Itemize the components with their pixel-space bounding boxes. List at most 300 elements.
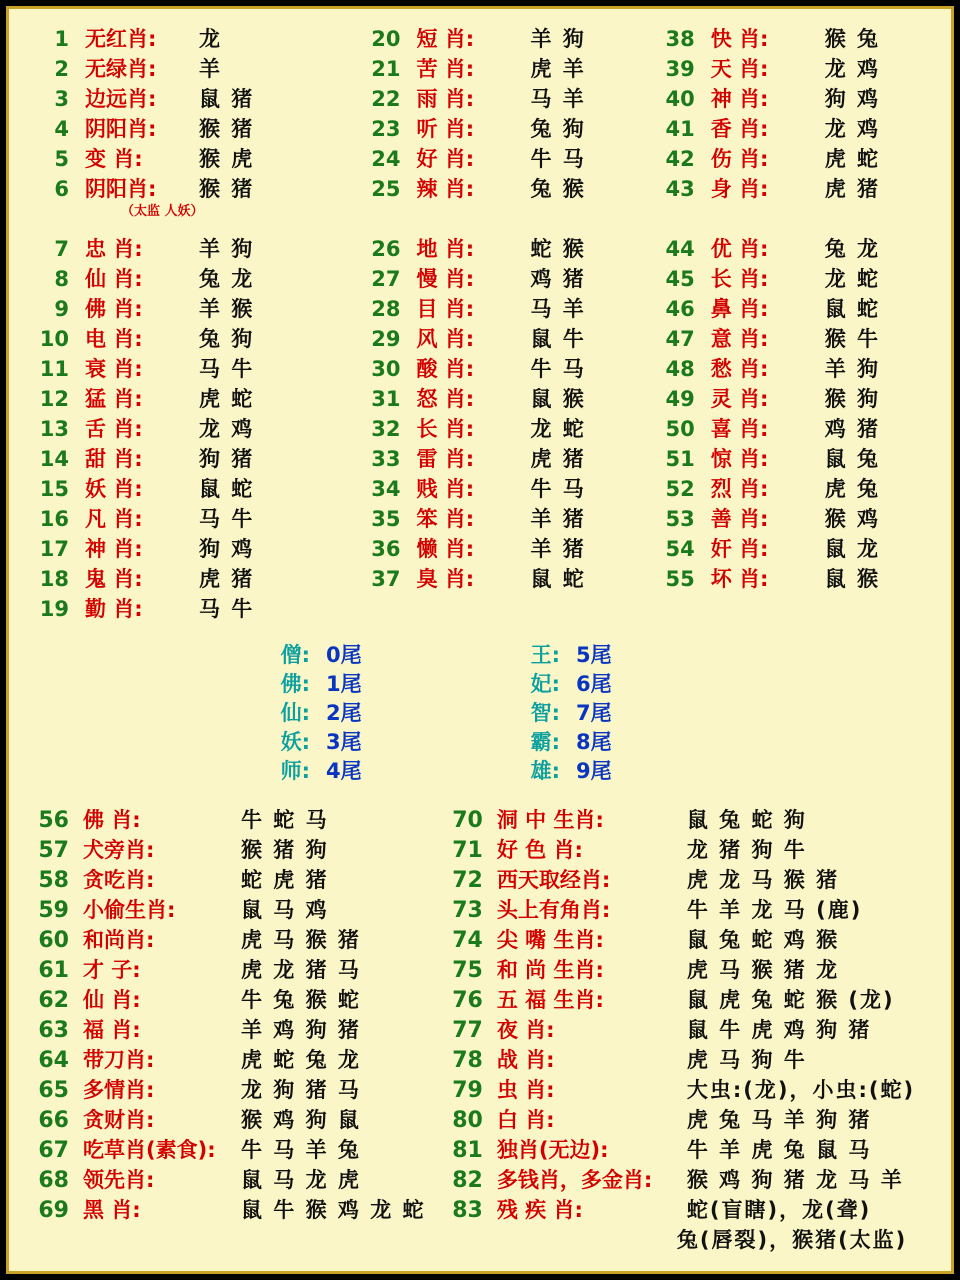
row-label: 喜 肖:: [710, 417, 769, 441]
row-number: 3: [54, 87, 69, 111]
row-label: 雷 肖:: [416, 447, 475, 471]
row-number: 27: [371, 267, 401, 291]
row-value: 羊 鸡 狗 猪: [241, 1018, 361, 1042]
row-number: 47: [665, 327, 695, 351]
row-value: 虎 猪: [824, 177, 881, 201]
row-label: 烈 肖:: [710, 477, 769, 501]
row-number: 82: [452, 1168, 483, 1193]
row-value: 牛 羊 虎 兔 鼠 马: [686, 1138, 872, 1162]
row-value: 鼠 马 龙 虎: [241, 1168, 361, 1192]
tails-column-right: [480, 639, 730, 784]
list-item: [449, 1134, 951, 1164]
list-item: [35, 593, 363, 623]
row-number: 2: [54, 57, 69, 81]
list-item-continuation: [449, 1224, 951, 1254]
list-item: [449, 1014, 951, 1044]
row-number: 30: [371, 357, 401, 381]
row-label: 舌 肖:: [85, 417, 143, 441]
row-number: 29: [371, 327, 401, 351]
row-number: 38: [665, 27, 695, 51]
tail-key: 智:: [530, 701, 560, 725]
row-number: 59: [38, 898, 69, 923]
row-number: 72: [452, 868, 483, 893]
row-number: 49: [665, 387, 695, 411]
row-number: 46: [665, 297, 695, 321]
row-label: 犬旁肖:: [83, 838, 155, 862]
list-item: [35, 143, 363, 173]
list-item: [661, 233, 951, 263]
tail-value: 4尾: [326, 759, 362, 783]
row-label: 风 肖:: [416, 327, 475, 351]
row-value: 虎 马 猴 猪: [241, 928, 361, 952]
list-item: [661, 23, 951, 53]
row-number: 35: [371, 507, 401, 531]
list-item: [661, 443, 951, 473]
row-number: 8: [54, 267, 69, 291]
list-item: [35, 233, 363, 263]
tail-value: 6尾: [576, 672, 612, 696]
row-label: 听 肖:: [416, 117, 475, 141]
row-value: 虎 兔: [824, 477, 881, 501]
row-value: 牛 兔 猴 蛇: [241, 988, 361, 1012]
spacer-note: [453, 203, 657, 223]
row-number: 31: [371, 387, 401, 411]
row-value: 猴 狗: [824, 387, 881, 411]
tails-column-left: [230, 639, 480, 784]
row-number: 42: [665, 147, 695, 171]
list-item: [35, 1104, 449, 1134]
list-item: [449, 1164, 951, 1194]
tail-value: 0尾: [326, 643, 362, 667]
list-item: [449, 984, 951, 1014]
row-number: 74: [452, 928, 483, 953]
list-item: [367, 383, 657, 413]
row-number: 37: [371, 567, 401, 591]
row-label: 衰 肖:: [85, 357, 143, 381]
row-value: 鼠 龙: [824, 537, 881, 561]
row-value: 羊 狗: [824, 357, 881, 381]
row-value: 羊 猪: [530, 537, 586, 561]
row-value: 虎 龙 马 猴 猪: [686, 868, 840, 892]
row-value: 兔 龙: [824, 237, 881, 261]
row-label: 才 子:: [83, 958, 141, 982]
row-value: 龙 鸡: [824, 117, 881, 141]
row-value: 马 牛: [199, 357, 255, 381]
list-item: [35, 864, 449, 894]
list-item: [35, 113, 363, 143]
list-item: [35, 1014, 449, 1044]
row-number: 5: [54, 147, 69, 171]
row-number: 26: [371, 237, 401, 261]
spacer: [661, 223, 951, 233]
list-item: [661, 143, 951, 173]
list-item: [35, 834, 449, 864]
row-label: 笨 肖:: [416, 507, 475, 531]
tail-value: 7尾: [576, 701, 612, 725]
row-label: 贪财肖:: [83, 1108, 155, 1132]
list-item: [35, 173, 363, 203]
row-number: 53: [665, 507, 695, 531]
row-value: 猴 鸡 狗 猪 龙 马 羊: [686, 1168, 904, 1192]
row-value: 虎 蛇: [199, 387, 255, 411]
row-label: 辣 肖:: [416, 177, 475, 201]
row-value: 牛 蛇 马: [241, 808, 329, 832]
row-value: 牛 马: [530, 147, 586, 171]
list-item: [35, 443, 363, 473]
row-value: 马 牛: [199, 597, 255, 621]
tail-key: 霸:: [530, 730, 560, 754]
row-number: 18: [39, 567, 69, 591]
list-item: [661, 113, 951, 143]
row-number: 14: [39, 447, 69, 471]
list-item: [367, 293, 657, 323]
top-column-b: [363, 23, 657, 623]
bottom-column-b: [449, 804, 951, 1254]
row-label: 仙 肖:: [83, 988, 141, 1012]
row-value: 蛇 猴: [530, 237, 586, 261]
row-label: 佛 肖:: [85, 297, 143, 321]
spacer: [35, 223, 363, 233]
row-number: 20: [371, 27, 401, 51]
row-label: 凡 肖:: [85, 507, 143, 531]
row-value: 鼠 虎 兔 蛇 猴 (龙): [686, 988, 895, 1012]
row-number: 33: [371, 447, 401, 471]
row-label: 和 尚 生肖:: [496, 958, 604, 982]
row-number: 50: [665, 417, 695, 441]
row-number: 25: [371, 177, 401, 201]
row-label: 地 肖:: [416, 237, 475, 261]
row-number: 32: [371, 417, 401, 441]
list-item: [35, 383, 363, 413]
tail-item: [230, 726, 480, 755]
row-label: 独肖(无边):: [496, 1138, 609, 1162]
list-item: [367, 563, 657, 593]
row-number: 28: [371, 297, 401, 321]
row-label: 边远肖:: [85, 87, 157, 111]
row-label: 长 肖:: [416, 417, 475, 441]
row-number: 52: [665, 477, 695, 501]
row-value: 鼠 兔 蛇 狗: [686, 808, 807, 832]
row-label: 电 肖:: [85, 327, 143, 351]
row-number: 24: [371, 147, 401, 171]
list-item: [35, 263, 363, 293]
tail-item: [230, 755, 480, 784]
list-item: [449, 1074, 951, 1104]
list-item: [35, 804, 449, 834]
row-label: 阴阳肖:: [85, 177, 157, 201]
row-value: 兔 龙: [199, 267, 255, 291]
row-value: 虎 兔 马 羊 狗 猪: [686, 1108, 872, 1132]
row-value: 龙 猪 狗 牛: [686, 838, 807, 862]
row-label: 贪吃肖:: [83, 868, 155, 892]
tail-item: [230, 697, 480, 726]
row-number: 15: [39, 477, 69, 501]
list-item: [661, 323, 951, 353]
row-label: 长 肖:: [710, 267, 769, 291]
list-item: [35, 954, 449, 984]
row-value: 猴 牛: [824, 327, 881, 351]
row-number: 80: [452, 1108, 483, 1133]
list-item: [367, 413, 657, 443]
row-label: 目 肖:: [416, 297, 475, 321]
row-label: 惊 肖:: [710, 447, 769, 471]
list-item: [449, 834, 951, 864]
row-value: 龙: [199, 27, 222, 51]
list-item: [35, 1164, 449, 1194]
row-number: 61: [38, 958, 69, 983]
row-label: 多钱肖，多金肖:: [496, 1168, 653, 1192]
row-number: 22: [371, 87, 401, 111]
row-value: 兔 狗: [530, 117, 586, 141]
row-label: 臭 肖:: [416, 567, 475, 591]
tails-section: [9, 639, 951, 784]
row-value: 鼠 兔 蛇 鸡 猴: [686, 928, 840, 952]
row-value: 龙 蛇: [530, 417, 586, 441]
row-label: 伤 肖:: [710, 147, 769, 171]
tail-key: 师:: [280, 759, 310, 783]
row-value: 狗 鸡: [824, 87, 881, 111]
row-label: 身 肖:: [710, 177, 769, 201]
list-item: [35, 473, 363, 503]
row-label: 妖 肖:: [85, 477, 143, 501]
row-value: 龙 鸡: [824, 57, 881, 81]
list-item: [367, 143, 657, 173]
list-item: [367, 533, 657, 563]
row-label: 和尚肖:: [83, 928, 155, 952]
row-number: 11: [39, 357, 69, 381]
row-label: 夜 肖:: [496, 1018, 555, 1042]
row-label: 无绿肖:: [85, 57, 157, 81]
row-label: 神 肖:: [85, 537, 143, 561]
row-value: 牛 马: [530, 477, 586, 501]
row-value: 鼠 牛: [530, 327, 586, 351]
row-label: 贱 肖:: [416, 477, 475, 501]
list-item: [661, 473, 951, 503]
row-number: 75: [452, 958, 483, 983]
row-label: 怒 肖:: [416, 387, 475, 411]
row-number: 16: [39, 507, 69, 531]
row-value: 羊 狗: [199, 237, 255, 261]
row-number: 62: [38, 988, 69, 1013]
row-number: 51: [665, 447, 695, 471]
list-item: [35, 533, 363, 563]
list-item: [35, 1074, 449, 1104]
list-item: [367, 23, 657, 53]
row-label: 慢 肖:: [416, 267, 475, 291]
row-label: 小偷生肖:: [83, 898, 176, 922]
row-number: 1: [54, 27, 69, 51]
row-value: 龙 鸡: [199, 417, 255, 441]
row-value: 鼠 牛 猴 鸡 龙 蛇: [241, 1198, 426, 1222]
row-label: 善 肖:: [710, 507, 769, 531]
row-label: 甜 肖:: [85, 447, 143, 471]
row-label: 洞 中 生肖:: [496, 808, 604, 832]
tail-item: [480, 755, 730, 784]
row-number: 78: [452, 1048, 483, 1073]
list-item: [35, 413, 363, 443]
list-item: [35, 563, 363, 593]
row-label: 忠 肖:: [85, 237, 143, 261]
tail-value: 2尾: [326, 701, 362, 725]
tail-value: 3尾: [326, 730, 362, 754]
row-number: 67: [38, 1138, 69, 1163]
row-value: 兔 猴: [530, 177, 586, 201]
row-number: 81: [452, 1138, 483, 1163]
row-number: 45: [665, 267, 695, 291]
row-label: 奸 肖:: [710, 537, 769, 561]
list-item: [367, 173, 657, 203]
tail-item: [480, 639, 730, 668]
row-label: 西天取经肖:: [496, 868, 611, 892]
row-note: （太监 人妖）: [121, 204, 204, 219]
tail-item: [480, 697, 730, 726]
row-number: 21: [371, 57, 401, 81]
tail-key: 雄:: [530, 759, 560, 783]
row-label: 雨 肖:: [416, 87, 475, 111]
row-number: 41: [665, 117, 695, 141]
row-number: 60: [38, 928, 69, 953]
row-label: 佛 肖:: [83, 808, 141, 832]
row-value: 虎 蛇: [824, 147, 881, 171]
list-item: [367, 113, 657, 143]
row-label: 战 肖:: [496, 1048, 555, 1072]
row-value: 猴 猪: [199, 117, 255, 141]
row-number: 69: [38, 1198, 69, 1223]
row-value: 羊 猴: [199, 297, 255, 321]
list-item: [367, 473, 657, 503]
row-number: 58: [38, 868, 69, 893]
list-item: [35, 503, 363, 533]
row-number: 63: [38, 1018, 69, 1043]
row-value: 鼠 猴: [824, 567, 881, 591]
list-item: [35, 293, 363, 323]
list-item: [661, 263, 951, 293]
row-value: 虎 龙 猪 马: [241, 958, 361, 982]
row-label: 灵 肖:: [710, 387, 769, 411]
tail-value: 5尾: [576, 643, 612, 667]
row-label: 懒 肖:: [416, 537, 475, 561]
list-item: [661, 53, 951, 83]
row-number: 64: [38, 1048, 69, 1073]
row-label: 阴阳肖:: [85, 117, 157, 141]
list-item: [661, 503, 951, 533]
row-label: 无红肖:: [85, 27, 157, 51]
row-label: 猛 肖:: [85, 387, 143, 411]
row-number: 4: [54, 117, 69, 141]
row-number: 65: [38, 1078, 69, 1103]
row-number: 23: [371, 117, 401, 141]
row-value: 鼠 蛇: [199, 477, 255, 501]
tail-item: [230, 668, 480, 697]
row-number: 17: [39, 537, 69, 561]
row-value: 猴 虎: [199, 147, 255, 171]
list-item: [35, 83, 363, 113]
row-number: 73: [452, 898, 483, 923]
row-number: 55: [665, 567, 695, 591]
row-label: 苦 肖:: [416, 57, 475, 81]
row-value: 鼠 牛 虎 鸡 狗 猪: [686, 1018, 872, 1042]
row-value: 马 羊: [530, 297, 586, 321]
row-value: 虎 猪: [199, 567, 255, 591]
row-label: 天 肖:: [710, 57, 769, 81]
list-item: [661, 563, 951, 593]
tail-key: 仙:: [280, 701, 310, 725]
row-value: 鼠 猪: [199, 87, 255, 111]
list-item: [449, 1194, 951, 1224]
row-value: 狗 猪: [199, 447, 255, 471]
bottom-section: [9, 804, 951, 1254]
row-label: 神 肖:: [710, 87, 769, 111]
row-label: 福 肖:: [83, 1018, 141, 1042]
row-number: 66: [38, 1108, 69, 1133]
row-number: 10: [39, 327, 69, 351]
list-item: [367, 233, 657, 263]
row-label: 勤 肖:: [85, 597, 143, 621]
list-item: [449, 1104, 951, 1134]
row-label: 仙 肖:: [85, 267, 143, 291]
row-label: 尖 嘴 生肖:: [496, 928, 604, 952]
row-number: 56: [38, 808, 69, 833]
row-label: 五 福 生肖:: [496, 988, 604, 1012]
row-number: 7: [54, 237, 69, 261]
spacer-note: [747, 203, 951, 223]
list-item: [35, 1044, 449, 1074]
row-label: 鼻 肖:: [710, 297, 769, 321]
list-item: [661, 353, 951, 383]
row-number: 19: [39, 597, 69, 621]
row-number: 43: [665, 177, 695, 201]
list-item: [367, 323, 657, 353]
row-value: 虎 马 猴 猪 龙: [686, 958, 840, 982]
row-value: 鸡 猪: [530, 267, 586, 291]
list-item: [449, 864, 951, 894]
row-label: 领先肖:: [83, 1168, 155, 1192]
row-number: 54: [665, 537, 695, 561]
row-value: 猴 鸡 狗 鼠: [241, 1108, 361, 1132]
list-item: [449, 894, 951, 924]
row-label: 黑 肖:: [83, 1198, 141, 1222]
tail-value: 8尾: [576, 730, 612, 754]
list-item: [367, 503, 657, 533]
top-column-c: [657, 23, 951, 623]
list-item: [661, 83, 951, 113]
poster-sheet: [6, 6, 954, 1274]
row-label: 快 肖:: [710, 27, 769, 51]
tail-value: 1尾: [326, 672, 362, 696]
row-value: 鸡 猪: [824, 417, 881, 441]
row-value: 鼠 蛇: [824, 297, 881, 321]
row-label: 香 肖:: [710, 117, 769, 141]
row-value: 蛇(盲瞎)，龙(聋): [686, 1198, 872, 1222]
row-value: 牛 羊 龙 马 (鹿): [686, 898, 863, 922]
row-number: 39: [665, 57, 695, 81]
row-value: 虎 猪: [530, 447, 586, 471]
row-value: 猴 兔: [824, 27, 881, 51]
row-number: 34: [371, 477, 401, 501]
row-value: 虎 羊: [530, 57, 586, 81]
top-section: [9, 23, 951, 623]
row-label: 虫 肖:: [496, 1078, 555, 1102]
row-label: 意 肖:: [710, 327, 769, 351]
list-item: [449, 954, 951, 984]
row-value: 鼠 马 鸡: [241, 898, 329, 922]
list-item: [35, 353, 363, 383]
row-number: 77: [452, 1018, 483, 1043]
row-number: 79: [452, 1078, 483, 1103]
row-number: 13: [39, 417, 69, 441]
list-item: [35, 23, 363, 53]
list-item: [35, 1134, 449, 1164]
